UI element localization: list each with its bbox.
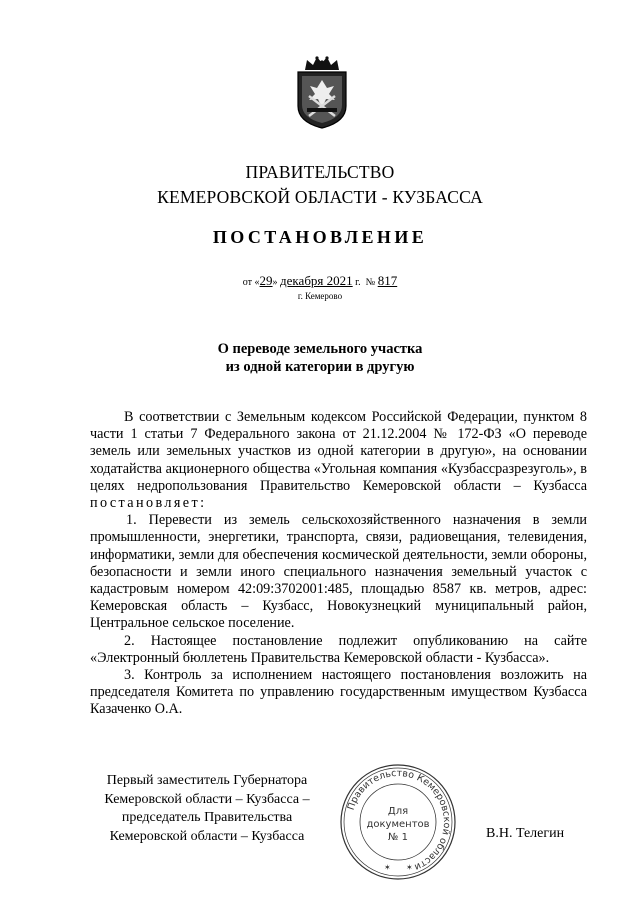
- date-year-suffix: г.: [355, 277, 361, 288]
- org-name-line1: ПРАВИТЕЛЬСТВО: [245, 162, 395, 182]
- stamp-ring-text: Правительство Кемеровской области: [345, 767, 453, 873]
- document-type-title: ПОСТАНОВЛЕНИЕ: [212, 227, 428, 247]
- stamp-star-icon: ✶: [406, 863, 413, 872]
- signatory-line3: председатель Правительства: [121, 810, 293, 825]
- org-name-line2: КЕМЕРОВСКОЙ ОБЛАСТИ - КУЗБАССА: [157, 187, 483, 207]
- item-3-paragraph: 3. Контроль за исполнением настоящего постановления возложить на председателя Комитета по управлению государственным имуществом Кузбасса Казаченко О.А.: [90, 667, 587, 718]
- document-body: [90, 409, 587, 719]
- stamp-center-line1: Для: [387, 806, 409, 817]
- stamp-center-line2: документов: [366, 819, 430, 830]
- subject-line1: О переводе земельного участка: [217, 341, 423, 357]
- date-day: 29: [259, 273, 273, 288]
- signatory-position: [82, 772, 332, 846]
- document-dateline: [0, 273, 640, 289]
- resolves-word: постановляет:: [90, 495, 207, 512]
- official-stamp: [338, 762, 458, 882]
- number-label: №: [365, 277, 376, 288]
- date-prefix: от «: [242, 277, 260, 288]
- date-month-year: декабря 2021: [280, 273, 353, 288]
- signatory-line1: Первый заместитель Губернатора: [106, 773, 308, 788]
- signatory-line2: Кемеровской области – Кузбасса –: [104, 791, 310, 807]
- subject-line2: из одной категории в другую: [225, 359, 415, 375]
- intro-paragraph: [90, 409, 587, 512]
- coat-of-arms-icon: [293, 56, 351, 130]
- intro-text: В соответствии с Земельным кодексом Российской Федерации, пунктом 8 части 1 статьи 7 Федерального закона от 21.12.2004 № 172-ФЗ «О переводе земель или земельных участков из одной категории в другую», на основании ходатайства акционерного общества «Угольная компания «Кузбассразрезуголь», в целях недропользования Правительство Кемеровской области – Кузбасса: [90, 409, 587, 494]
- stamp-star-icon: ✶: [384, 863, 391, 872]
- signatory-line4: Кемеровской области – Кузбасса: [109, 828, 305, 844]
- document-number: 817: [377, 273, 398, 288]
- document-city: г. Кемерово: [297, 291, 343, 301]
- stamp-center-line3: № 1: [388, 832, 408, 843]
- item-2-paragraph: 2. Настоящее постановление подлежит опубликованию на сайте «Электронный бюллетень Правительства Кемеровской области - Кузбасса».: [90, 632, 587, 666]
- item-1-paragraph: 1. Перевести из земель сельскохозяйственного назначения в земли промышленности, энергетики, транспорта, связи, радиовещания, телевидения, информатики, земли для обеспечения космической деятельности, земли обороны, безопасности и земли иного специального назначения земельный участок с кадастровым номером 42:09:3702001:485, площадью 8587 кв. метров, адрес: Кемеровская область – Кузбасс, Новокузнецкий муниципальный район, Центральное сельское поселение.: [90, 512, 587, 632]
- signatory-name: В.Н. Телегин: [486, 826, 565, 841]
- date-mid: »: [272, 277, 278, 288]
